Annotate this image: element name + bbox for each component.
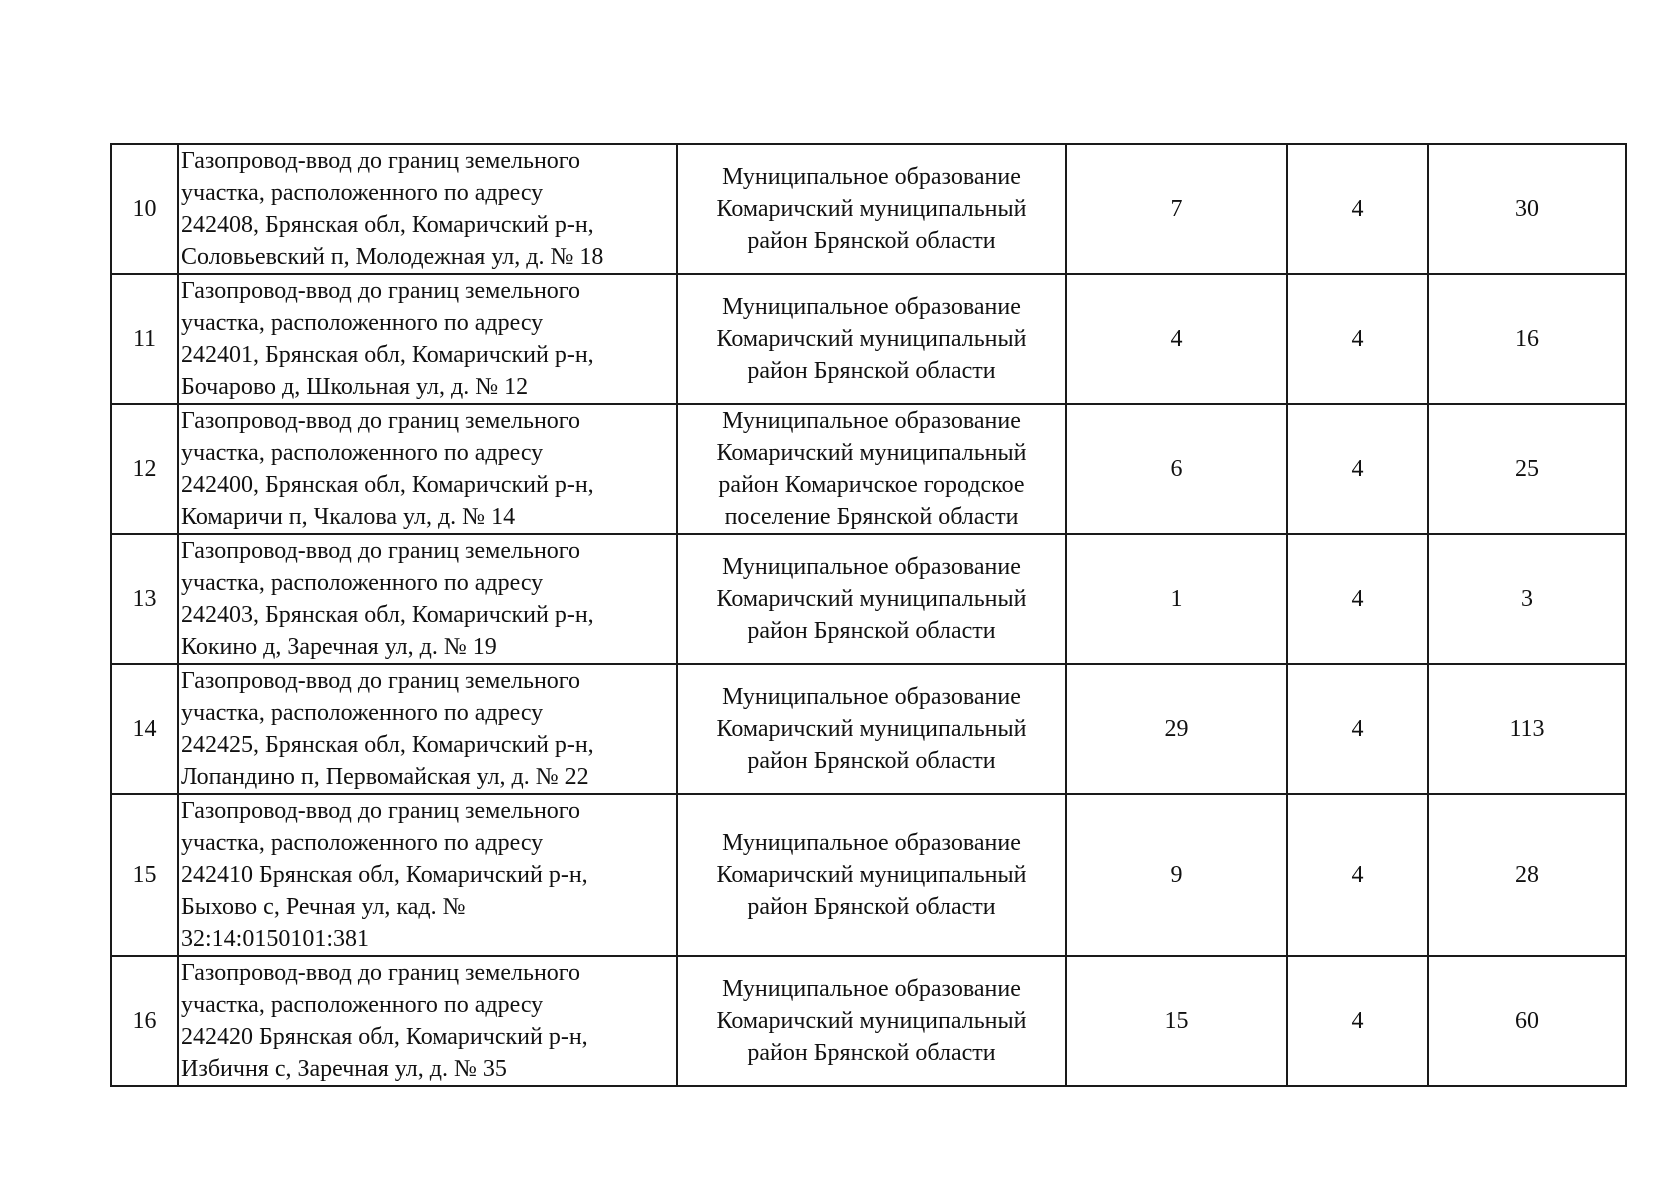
row-number-cell: 11 xyxy=(111,274,178,404)
object-name-cell xyxy=(178,956,677,1086)
object-name-cell xyxy=(178,534,677,664)
value-cell-2: 4 xyxy=(1287,956,1428,1086)
value-cell-3: 30 xyxy=(1428,144,1626,274)
value-cell-2: 4 xyxy=(1287,534,1428,664)
value-cell-2: 4 xyxy=(1287,404,1428,534)
object-name-cell xyxy=(178,274,677,404)
row-number-cell: 12 xyxy=(111,404,178,534)
table-row xyxy=(111,956,1626,1086)
owner-cell: Муниципальное образование Комаричский муниципальный район Брянской области xyxy=(677,794,1066,956)
value-cell-3: 28 xyxy=(1428,794,1626,956)
owner-cell: Муниципальное образование Комаричский муниципальный район Брянской области xyxy=(677,274,1066,404)
row-number-cell: 15 xyxy=(111,794,178,956)
value-cell-1: 9 xyxy=(1066,794,1287,956)
table-row xyxy=(111,664,1626,794)
value-cell-1: 1 xyxy=(1066,534,1287,664)
owner-cell: Муниципальное образование Комаричский муниципальный район Брянской области xyxy=(677,956,1066,1086)
object-name-text: Газопровод-ввод до границ земельного участка, расположенного по адресу 242408, Брянская обл, Комаричский р-н, Соловьевский п, Молодежная ул, д. № 18 xyxy=(181,148,604,270)
value-cell-3: 25 xyxy=(1428,404,1626,534)
object-name-cell xyxy=(178,794,677,956)
table-row xyxy=(111,274,1626,404)
object-name-text: Газопровод-ввод до границ земельного участка, расположенного по адресу 242425, Брянская обл, Комаричский р-н, Лопандино п, Первомайская ул, д. № 22 xyxy=(181,668,594,790)
object-name-text: Газопровод-ввод до границ земельного участка, расположенного по адресу 242400, Брянская обл, Комаричский р-н, Комаричи п, Чкалова ул, д. № 14 xyxy=(181,408,594,530)
object-name-cell xyxy=(178,664,677,794)
gas-pipeline-registry-table xyxy=(110,143,1627,1087)
table-row xyxy=(111,144,1626,274)
row-number-cell: 14 xyxy=(111,664,178,794)
value-cell-3: 60 xyxy=(1428,956,1626,1086)
value-cell-2: 4 xyxy=(1287,274,1428,404)
object-name-text: Газопровод-ввод до границ земельного участка, расположенного по адресу 242420 Брянская обл, Комаричский р-н, Избичня с, Заречная ул, д. № 35 xyxy=(181,960,588,1082)
value-cell-2: 4 xyxy=(1287,144,1428,274)
value-cell-1: 29 xyxy=(1066,664,1287,794)
object-name-text: Газопровод-ввод до границ земельного участка, расположенного по адресу 242410 Брянская обл, Комаричский р-н, Быхово с, Речная ул, кад. № 32:14:0150101:381 xyxy=(181,798,588,952)
table-row xyxy=(111,404,1626,534)
value-cell-1: 15 xyxy=(1066,956,1287,1086)
table-row xyxy=(111,794,1626,956)
value-cell-3: 16 xyxy=(1428,274,1626,404)
value-cell-1: 6 xyxy=(1066,404,1287,534)
value-cell-1: 7 xyxy=(1066,144,1287,274)
value-cell-2: 4 xyxy=(1287,794,1428,956)
object-name-cell xyxy=(178,144,677,274)
value-cell-3: 3 xyxy=(1428,534,1626,664)
owner-cell: Муниципальное образование Комаричский муниципальный район Брянской области xyxy=(677,144,1066,274)
object-name-text: Газопровод-ввод до границ земельного участка, расположенного по адресу 242403, Брянская обл, Комаричский р-н, Кокино д, Заречная ул, д. № 19 xyxy=(181,538,594,660)
owner-cell: Муниципальное образование Комаричский муниципальный район Комаричское городское поселение Брянской области xyxy=(677,404,1066,534)
value-cell-3: 113 xyxy=(1428,664,1626,794)
row-number-cell: 10 xyxy=(111,144,178,274)
object-name-text: Газопровод-ввод до границ земельного участка, расположенного по адресу 242401, Брянская обл, Комаричский р-н, Бочарово д, Школьная ул, д. № 12 xyxy=(181,278,594,400)
value-cell-2: 4 xyxy=(1287,664,1428,794)
value-cell-1: 4 xyxy=(1066,274,1287,404)
owner-cell: Муниципальное образование Комаричский муниципальный район Брянской области xyxy=(677,664,1066,794)
owner-cell: Муниципальное образование Комаричский муниципальный район Брянской области xyxy=(677,534,1066,664)
table-row xyxy=(111,534,1626,664)
object-name-cell xyxy=(178,404,677,534)
row-number-cell: 16 xyxy=(111,956,178,1086)
row-number-cell: 13 xyxy=(111,534,178,664)
